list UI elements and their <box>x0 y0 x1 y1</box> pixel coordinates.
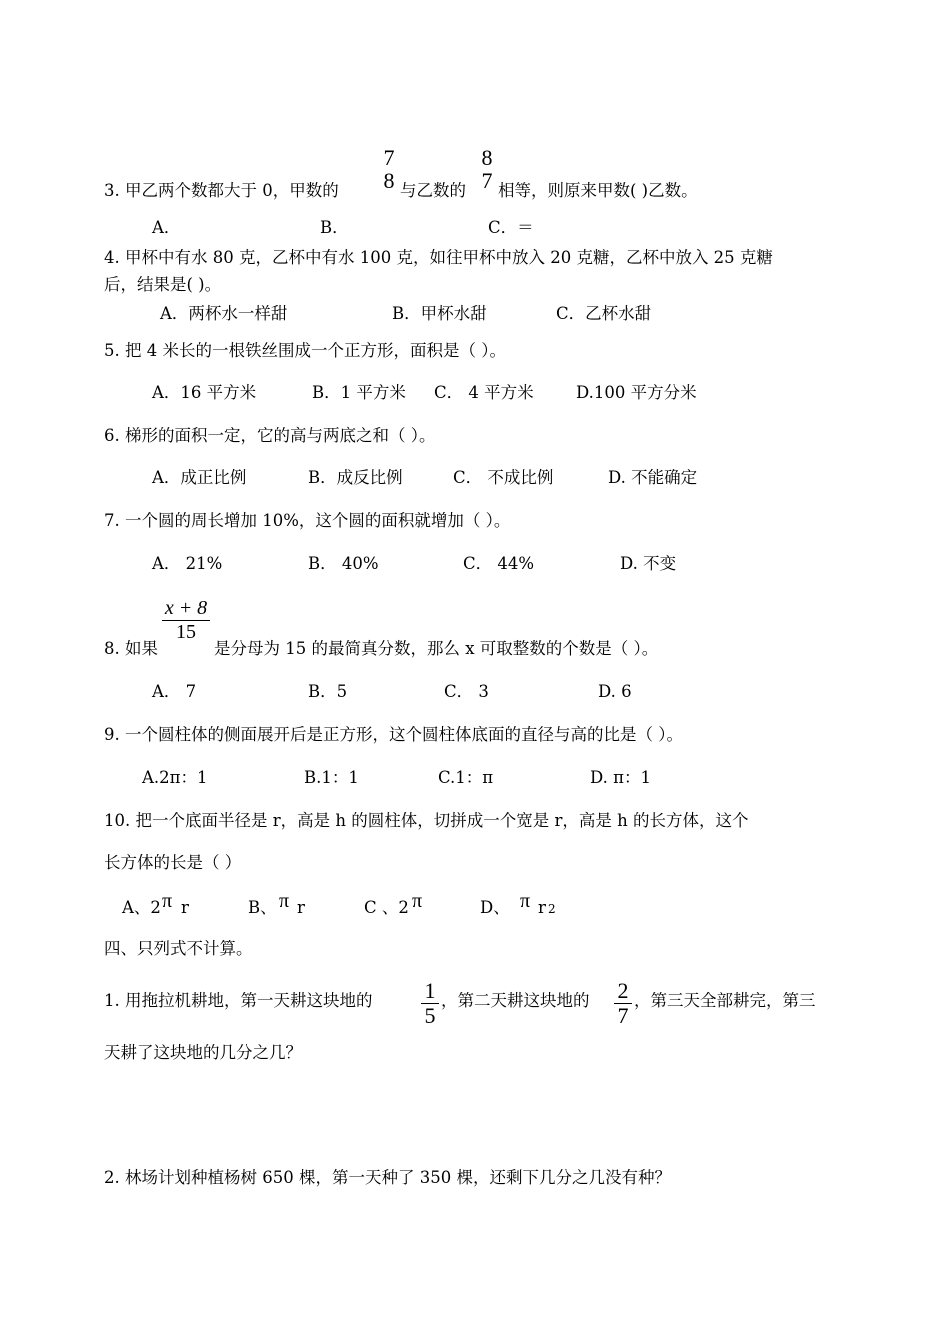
q5-option-d: D.100 平方分米 <box>576 383 697 402</box>
q4-line1: 4. 甲杯中有水 80 克，乙杯中有水 100 克，如往甲杯中放入 20 克糖，乙杯中放入 25 克糖 <box>104 248 773 267</box>
section-title: 四、只列式不计算。 <box>104 939 253 958</box>
q10-line2: 长方体的长是（ ） <box>104 853 242 872</box>
q10-option-a-r: r <box>181 898 189 917</box>
q5-option-b: B．1 平方米 <box>312 383 406 402</box>
q10-option-b-prefix: B、 <box>248 898 277 917</box>
q7-stem: 7. 一个圆的周长增加 10%，这个圆的面积就增加（ ）。 <box>104 511 511 530</box>
q10-option-d-pi: π <box>520 890 531 912</box>
q5-option-a: A．16 平方米 <box>152 383 257 402</box>
q10-option-a-prefix: A、2 <box>122 898 161 917</box>
q3-option-b: B． <box>320 218 349 237</box>
fraction-denominator: 7 <box>617 1003 629 1028</box>
fraction-numerator: 8 <box>481 145 493 170</box>
problem1-text-c: ，第三天全部耕完，第三 <box>634 991 816 1010</box>
q8-option-d: D. 6 <box>598 682 632 701</box>
q3-option-c: C．＝ <box>488 218 534 237</box>
q9-stem: 9. 一个圆柱体的侧面展开后是正方形，这个圆柱体底面的直径与高的比是（ ）。 <box>104 725 683 744</box>
q3-option-a: A． <box>152 218 181 237</box>
problem1-fraction-1-5 <box>421 980 439 1027</box>
q7-option-a: A． 21% <box>152 554 223 573</box>
fraction-denominator: 5 <box>424 1003 436 1028</box>
q3-fraction-8-7 <box>478 147 496 192</box>
q8-prefix: 8. 如果 <box>104 639 158 658</box>
q4-option-c: C．乙杯水甜 <box>556 304 652 323</box>
q8-option-a: A． 7 <box>152 682 197 701</box>
q10-option-d-prefix: D、 <box>480 898 510 917</box>
q10-option-a-pi: π <box>162 890 173 912</box>
q8-fraction <box>162 598 210 642</box>
q7-option-d: D. 不变 <box>620 554 677 573</box>
q9-option-c: C.1：π <box>438 768 494 787</box>
q8-stem: 是分母为 15 的最简真分数，那么 x 可取整数的个数是（ ）。 <box>214 639 659 658</box>
fraction-numerator: 7 <box>383 145 395 170</box>
fraction-numerator: x + 8 <box>164 597 208 619</box>
q8-option-b: B．5 <box>308 682 348 701</box>
q10-option-b-pi: π <box>279 890 290 912</box>
q4-option-a: A．两杯水一样甜 <box>160 304 288 323</box>
fraction-denominator: 15 <box>176 621 196 643</box>
problem1-text-a: 1. 用拖拉机耕地，第一天耕这块地的 <box>104 991 373 1010</box>
fraction-numerator: 2 <box>617 978 629 1003</box>
q3-stem-c: 相等，则原来甲数( )乙数。 <box>498 181 698 200</box>
q3-stem-b: 与乙数的 <box>400 181 466 200</box>
q10-option-d-superscript: 2 <box>548 902 556 916</box>
problem1-text-b: ，第二天耕这块地的 <box>441 991 590 1010</box>
q10-option-c-pi: π <box>412 890 423 912</box>
q6-option-a: A．成正比例 <box>152 468 247 487</box>
q4-option-b: B．甲杯水甜 <box>392 304 487 323</box>
q8-option-c: C． 3 <box>444 682 489 701</box>
fraction-denominator: 7 <box>481 168 493 193</box>
q9-option-d: D. π：1 <box>590 768 651 787</box>
q4-line2: 后，结果是( )。 <box>104 275 222 294</box>
q10-line1: 10. 把一个底面半径是 r，高是 h 的圆柱体，切拼成一个宽是 r，高是 h 的长方体，这个 <box>104 811 749 830</box>
q6-stem: 6. 梯形的面积一定，它的高与两底之和（ ）。 <box>104 426 436 445</box>
q10-option-d-r: r <box>538 898 546 917</box>
q3-fraction-7-8 <box>380 147 398 192</box>
problem1-fraction-2-7 <box>614 980 632 1027</box>
problem1-line2: 天耕了这块地的几分之几？ <box>104 1043 302 1062</box>
q9-option-b: B.1：1 <box>304 768 359 787</box>
q7-option-c: C． 44% <box>463 554 535 573</box>
q6-option-c: C． 不成比例 <box>453 468 554 487</box>
problem2-text: 2. 林场计划种植杨树 650 棵，第一天种了 350 棵，还剩下几分之几没有种？ <box>104 1168 671 1187</box>
fraction-numerator: 1 <box>424 978 436 1003</box>
fraction-denominator: 8 <box>383 168 395 193</box>
q10-option-b-r: r <box>297 898 305 917</box>
q5-stem: 5. 把 4 米长的一根铁丝围成一个正方形，面积是（ ）。 <box>104 341 506 360</box>
q6-option-b: B．成反比例 <box>308 468 403 487</box>
q9-option-a: A.2π：1 <box>142 768 208 787</box>
q7-option-b: B． 40% <box>308 554 379 573</box>
q5-option-c: C． 4 平方米 <box>434 383 534 402</box>
q3-stem-a: 3. 甲乙两个数都大于 0，甲数的 <box>104 181 339 200</box>
q10-option-c-prefix: C 、2 <box>364 898 409 917</box>
q6-option-d: D. 不能确定 <box>608 468 698 487</box>
